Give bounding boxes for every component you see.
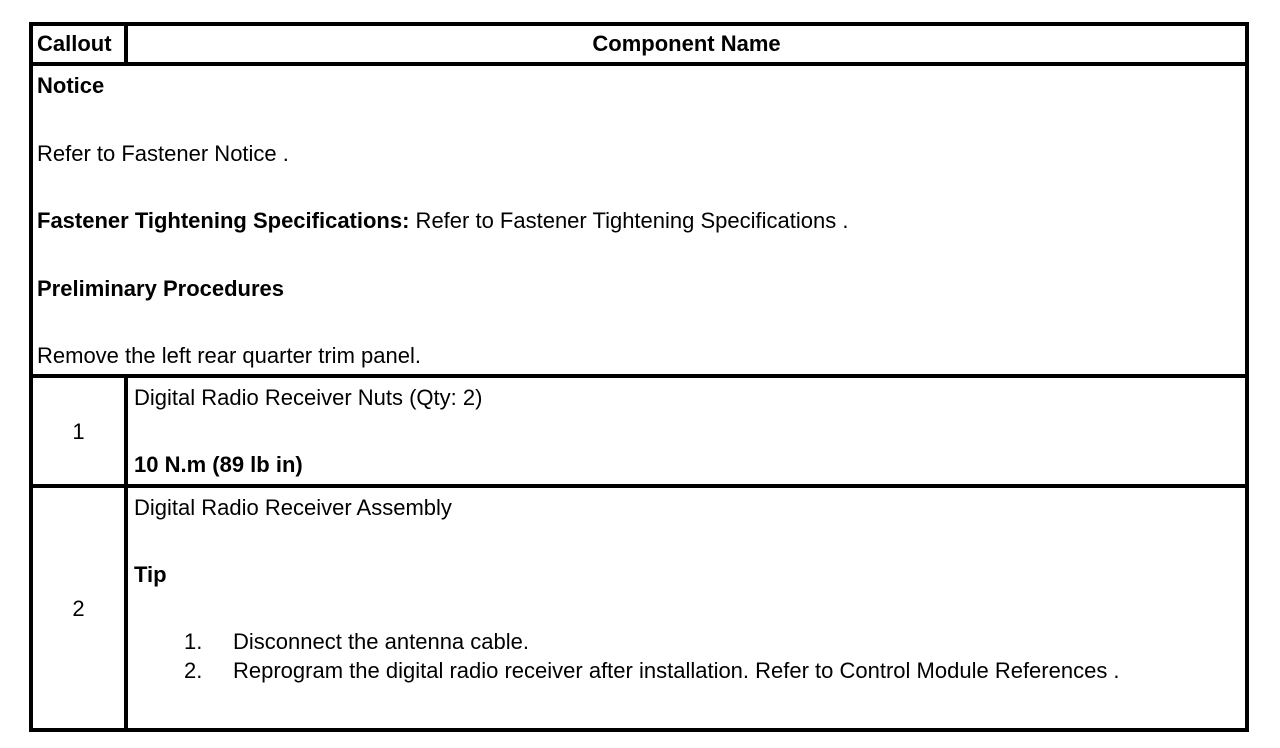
row-1-torque: 10 N.m (89 lb in) bbox=[134, 452, 303, 477]
fastener-spec-text: Refer to Fastener Tightening Specifications . bbox=[409, 208, 849, 233]
body-column-divider bbox=[124, 374, 128, 732]
row-2-step-1-text: Disconnect the antenna cable. bbox=[233, 629, 529, 654]
header-callout: Callout bbox=[37, 31, 112, 56]
header-component-name: Component Name bbox=[592, 31, 781, 56]
table-border-top bbox=[29, 22, 1249, 26]
row-2-step-2-number: 2. bbox=[184, 658, 203, 683]
row-2-step-1-number: 1. bbox=[184, 629, 203, 654]
notice-separator bbox=[29, 374, 1249, 378]
header-separator bbox=[29, 62, 1249, 66]
row-2-tip-title: Tip bbox=[134, 562, 167, 587]
fastener-spec-line bbox=[37, 208, 848, 234]
row-2-callout: 2 bbox=[72, 596, 85, 621]
row-1-component-name: Digital Radio Receiver Nuts (Qty: 2) bbox=[134, 385, 483, 410]
preliminary-procedures-text: Remove the left rear quarter trim panel. bbox=[37, 343, 421, 368]
row-2-step-2-text: Reprogram the digital radio receiver after installation. Refer to Control Module References . bbox=[233, 658, 1120, 683]
component-table bbox=[29, 22, 1249, 732]
row-1-callout: 1 bbox=[72, 419, 85, 444]
fastener-spec-label: Fastener Tightening Specifications: bbox=[37, 208, 410, 233]
row-1-separator bbox=[29, 484, 1249, 488]
row-2-component-name: Digital Radio Receiver Assembly bbox=[134, 495, 452, 520]
preliminary-procedures-title: Preliminary Procedures bbox=[37, 276, 285, 301]
notice-refer-text: Refer to Fastener Notice . bbox=[37, 141, 289, 166]
notice-title: Notice bbox=[37, 73, 105, 98]
table-border-bottom bbox=[29, 728, 1249, 732]
